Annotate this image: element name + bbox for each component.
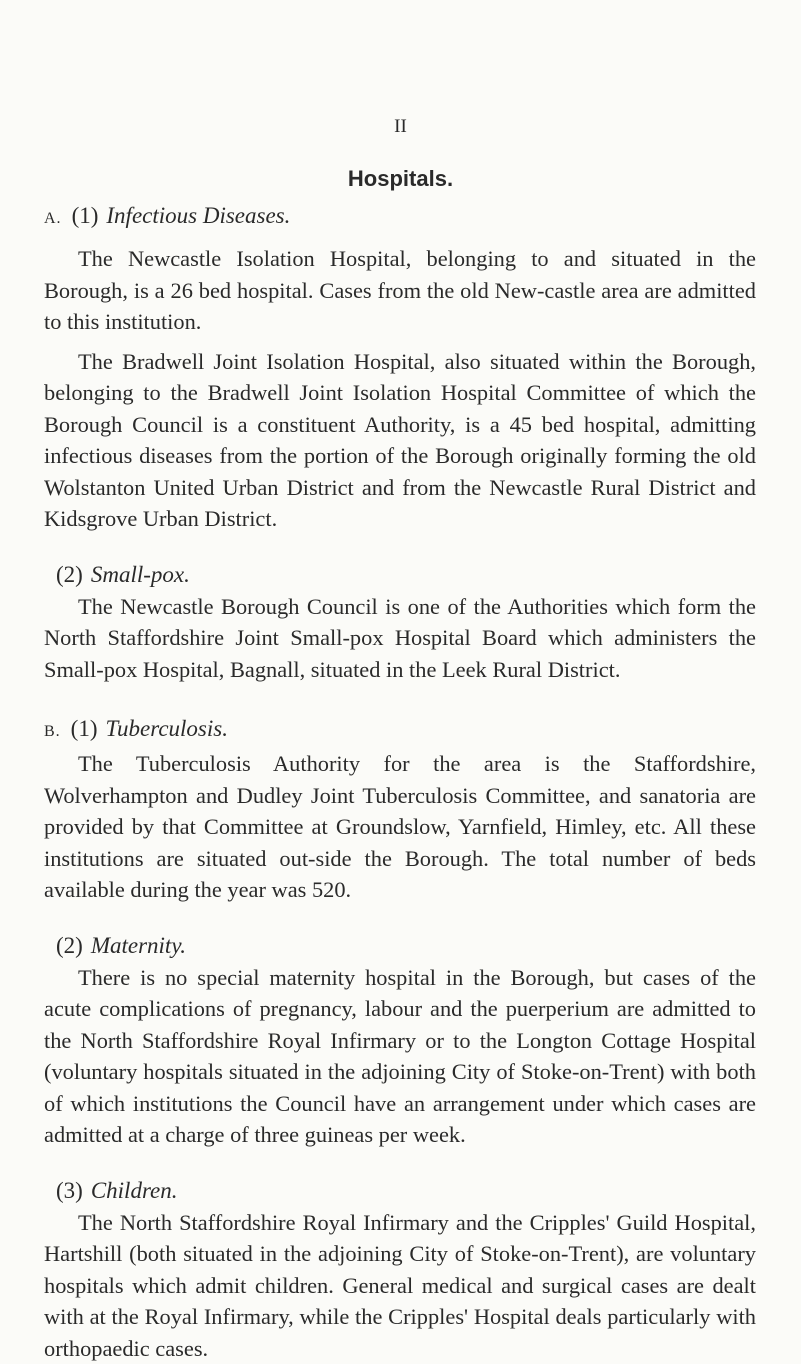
page-number: II	[0, 116, 801, 138]
paragraph: The Newcastle Isolation Hospital, belonging to and situated in the Borough, is a 26 bed hospital. Cases from the old New-castle area are admitted to this institution.	[44, 243, 756, 338]
subsection-heading	[56, 1175, 756, 1207]
subsection-title: Infectious Diseases.	[106, 203, 290, 228]
subsection-heading	[56, 559, 756, 591]
subsection-number: (1)	[72, 203, 99, 228]
section-a-heading	[44, 200, 756, 235]
subsection-number: (2)	[56, 933, 83, 958]
paragraph: There is no special maternity hospital in the Borough, but cases of the acute complications of pregnancy, labour and the puerperium are admitted to the North Staffordshire Royal Infirmary or to the Longton Cottage Hospital (voluntary hospitals situated in the adjoining City of Stoke-on-Trent) with both of which institutions the Council have an arrangement under which cases are admitted at a charge of three guineas per week.	[44, 962, 756, 1151]
subsection-number: (2)	[56, 562, 83, 587]
subsection-title: Maternity.	[91, 933, 186, 958]
paragraph: The Bradwell Joint Isolation Hospital, also situated within the Borough, belonging to the Bradwell Joint Isolation Hospital Committee of which the Borough Council is a constituent Authority, is a 45 bed hospital, admitting infectious diseases from the portion of the Borough originally forming the old Wolstanton United Urban District and from the Newcastle Rural District and Kidsgrove Urban District.	[44, 346, 756, 535]
subsection-title: Tuberculosis.	[106, 716, 228, 741]
section-letter: A.	[44, 210, 62, 227]
document-body	[44, 200, 756, 1364]
paragraph: The North Staffordshire Royal Infirmary and the Cripples' Guild Hospital, Hartshill (both situated in the adjoining City of Stoke-on-Trent), are voluntary hospitals which admit children. General medical and surgical cases are dealt with at the Royal Infirmary, while the Cripples' Hospital deals particularly with orthopaedic cases.	[44, 1207, 756, 1364]
paragraph: The Tuberculosis Authority for the area is the Staffordshire, Wolverhampton and Dudley Joint Tuberculosis Committee, and sanatoria are provided by that Committee at Groundslow, Yarnfield, Himley, etc. All these institutions are situated out-side the Borough. The total number of beds available during the year was 520.	[44, 748, 756, 906]
subsection-number: (1)	[71, 716, 98, 741]
subsection-number: (3)	[56, 1178, 83, 1203]
subsection-title: Children.	[91, 1178, 178, 1203]
page-title: Hospitals.	[0, 166, 801, 192]
subsection-title: Small-pox.	[91, 562, 190, 587]
section-b-heading	[44, 713, 756, 748]
paragraph: The Newcastle Borough Council is one of the Authorities which form the North Staffordshire Joint Small-pox Hospital Board which administers the Small-pox Hospital, Bagnall, situated in the Leek Rural District.	[44, 591, 756, 686]
subsection-heading	[56, 930, 756, 962]
section-letter: B.	[44, 723, 61, 740]
